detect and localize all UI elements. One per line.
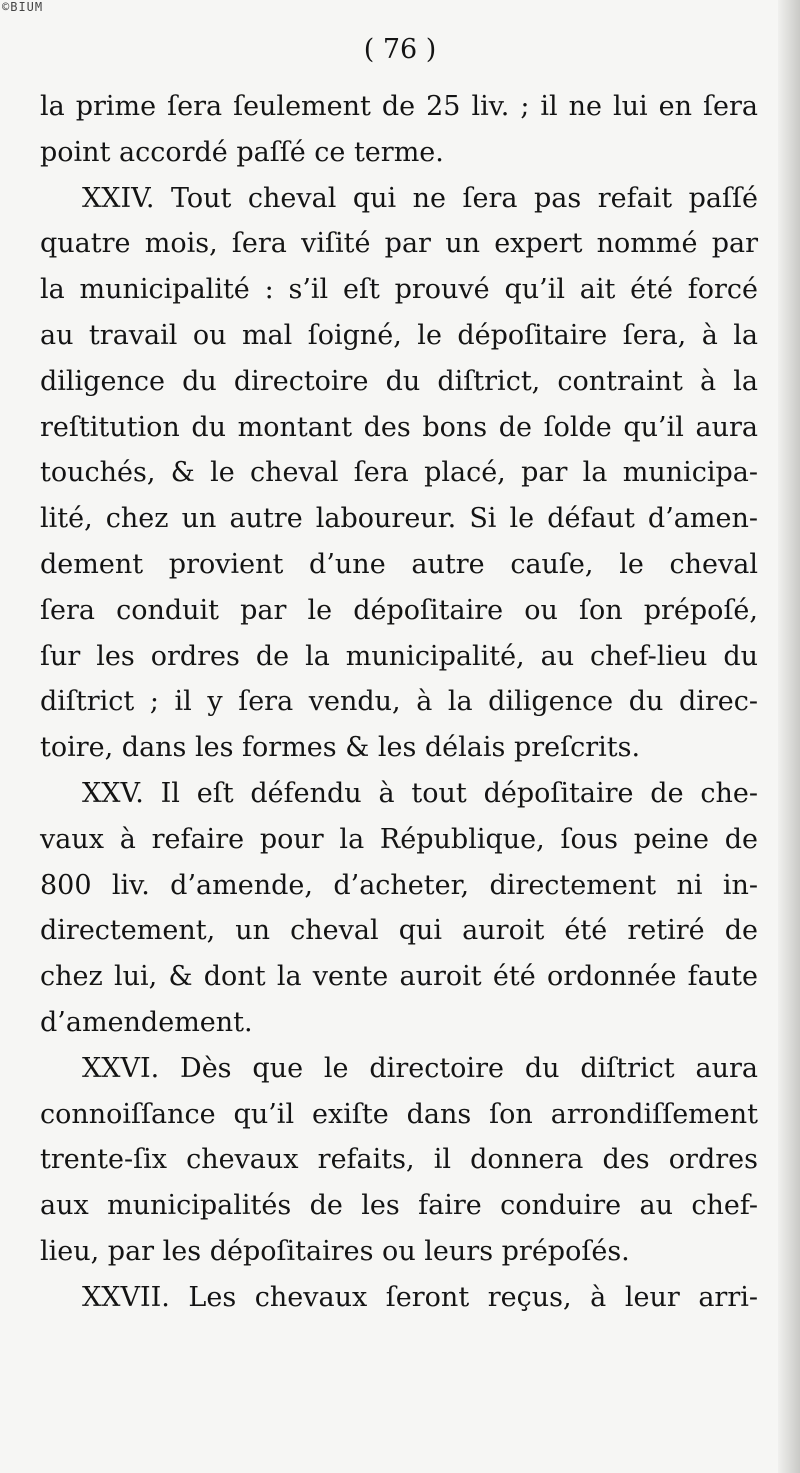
text-line: diſtrict ; il y ſera vendu, à la diligence du direc- [40, 686, 758, 718]
text-line: connoiſſance qu’il exiſte dans ſon arrondiſſement [40, 1098, 758, 1130]
text-line: diligence du directoire du diſtrict, contraint à la [40, 365, 758, 397]
text-line: directement, un cheval qui auroit été retiré de [40, 915, 758, 947]
text-line: lité, chez un autre laboureur. Si le défaut d’amen- [40, 503, 758, 535]
text-line: vaux à refaire pour la République, ſous peine de [40, 823, 758, 855]
page-number: ( 76 ) [363, 34, 437, 65]
text-line: la municipalité : s’il eſt prouvé qu’il ait été forcé [40, 274, 758, 306]
text-line: aux municipalités de les faire conduire au chef- [40, 1190, 758, 1222]
text-line: ſur les ordres de la municipalité, au chef-lieu du [40, 640, 758, 672]
text-line: trente-ſix chevaux refaits, il donnera des ordres [40, 1144, 758, 1176]
article-heading-line: XXVII. Les chevaux ſeront reçus, à leur arri- [82, 1281, 758, 1313]
text-line: toire, dans les formes & les délais preſcrits. [40, 732, 641, 764]
text-line: quatre mois, ſera viſité par un expert nommé par [40, 228, 758, 260]
text-line: ſera conduit par le dépoſitaire ou ſon prépoſé, [40, 594, 758, 626]
text-line: au travail ou mal ſoigné, le dépoſitaire ſera, à la [40, 319, 758, 351]
article-heading-line: XXV. Il eſt défendu à tout dépoſitaire de che- [82, 777, 758, 809]
text-line: reſtitution du montant des bons de ſolde qu’il aura [40, 411, 758, 443]
text-line: la prime ſera ſeulement de 25 liv. ; il ne lui en ſera [40, 91, 758, 122]
article-heading-line: XXIV. Tout cheval qui ne ſera pas refait paſſé [82, 182, 758, 214]
text-line: lieu, par les dépoſitaires ou leurs prépoſés. [40, 1235, 630, 1267]
text-line: d’amendement. [40, 1006, 253, 1038]
text-line: 800 liv. d’amende, d’acheter, directement ni in- [40, 869, 758, 901]
text-line: point accordé paſſé ce terme. [40, 136, 444, 168]
article-heading-line: XXVI. Dès que le directoire du diſtrict aura [82, 1052, 758, 1084]
body-text [40, 84, 758, 1321]
text-line: dement provient d’une autre cauſe, le cheval [40, 548, 758, 580]
text-line: chez lui, & dont la vente auroit été ordonnée faute [40, 961, 758, 993]
watermark: ©BIUM [2, 0, 44, 14]
text-line: touchés, & le cheval ſera placé, par la municipa- [40, 457, 758, 489]
page-edge-shadow [778, 0, 800, 1473]
